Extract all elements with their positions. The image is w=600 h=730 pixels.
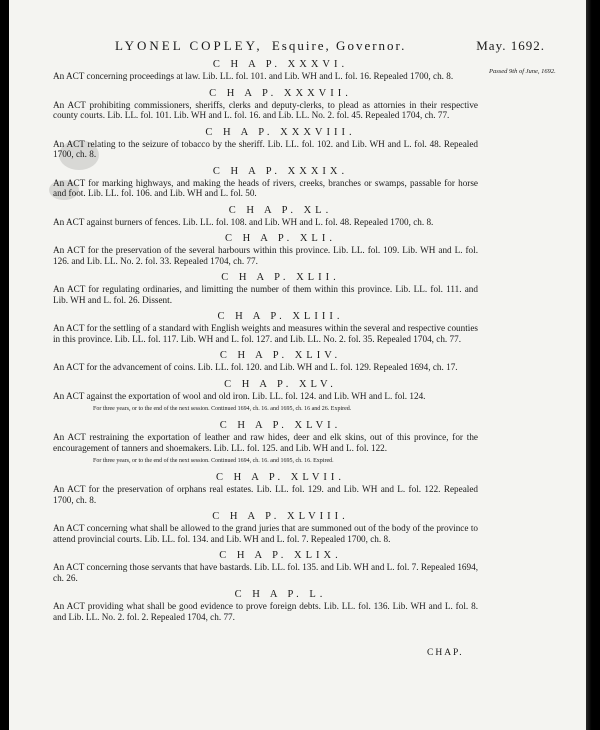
header-date: May. 1692. [476, 38, 545, 53]
chapter-heading: C H A P. XLVIII. [212, 511, 349, 522]
governor-title: Esquire, Governor. [271, 38, 407, 53]
act-text: An ACT against burners of fences. Lib. LL. fol. 108. and Lib. WH and L. fol. 48. Repealed 1700, ch. 8. [53, 216, 434, 227]
act-duration-note: For three years, or to the end of the next session. Continued 1694, ch. 16. and 1695, ch. 16 and 26. Expired. [93, 406, 352, 412]
act-duration-note: For three years, or to the end of the next session. Continued 1694, ch. 16. and 1695, ch. 16. Expired. [93, 458, 334, 464]
act-text: An ACT for the preservation of the several harbours within this province. Lib. LL. fol. 109. Lib. WH and L. fol. 126. and Lib. LL. No. 2. fol. 33. Repealed 1704, ch. 77. [53, 245, 478, 266]
act-text: An ACT providing what shall be good evidence to prove foreign debts. Lib. LL. fol. 136. Lib. WH and L. fol. 8. and Lib. LL. No. 2. fol. 2. Repealed 1704, ch. 77. [53, 601, 478, 622]
chapter-heading: C H A P. L. [234, 589, 327, 600]
chapter-heading: C H A P. XLIV. [219, 350, 342, 361]
act-text: An ACT for marking highways, and making the heads of rivers, creeks, branches or swamps, passable for horse and foot. Lib. LL. fol. 106. and Lib. WH and L. fol. 50. [53, 177, 478, 198]
acts-list [53, 58, 478, 628]
chapter-heading: C H A P. XXXVII. [209, 87, 352, 99]
scan-edge-right [586, 0, 600, 730]
chapter-heading: C H A P. XL. [228, 204, 333, 216]
act-text: An ACT for the preservation of orphans real estates. Lib. LL. fol. 129. and Lib. WH and L. fol. 122. Repealed 1700, ch. 8. [53, 484, 478, 505]
catchword: CHAP. [427, 648, 464, 658]
chapter-heading: C H A P. XLII. [221, 272, 340, 283]
chapter-heading: C H A P. XLV. [224, 378, 337, 390]
chapter-heading: C H A P. XLIX. [219, 550, 342, 561]
act-text: An ACT for the advancement of coins. Lib. LL. fol. 120. and Lib. WH and L. fol. 129. Repealed 1694, ch. 17. [53, 362, 458, 372]
chapter-heading: C H A P. XXXVI. [212, 59, 349, 70]
act-text: An ACT for the settling of a standard with English weights and measures within the several and respective counties in this province. Lib. LL. fol. 117. Lib. WH and L. fol. 127. and Lib. LL. No. 2. fol. 35. Repealed 1704, ch. 77. [53, 323, 478, 344]
chapter-heading: C H A P. XXXVIII. [205, 126, 356, 138]
act-text: An ACT for regulating ordinaries, and limitting the number of them within this province. Lib. LL. fol. 111. and Lib. WH and L. fol. 26. Dissent. [53, 284, 478, 305]
act-text: An ACT against the exportation of wool and old iron. Lib. LL. fol. 124. and Lib. WH and L. fol. 124. [53, 390, 426, 401]
page-header [115, 38, 545, 54]
act-text: An ACT relating to the seizure of tobacco by the sheriff. Lib. LL. fol. 102. and Lib. WH and L. fol. 48. Repealed 1700, ch. 8. [53, 138, 478, 159]
act-text: An ACT concerning what shall be allowed to the grand juries that are summoned out of the body of the province to attend provincial courts. Lib. LL. fol. 134. and Lib. WH and L. fol. 7. Repealed 1700, ch. 8. [53, 523, 478, 544]
chapter-heading: C H A P. XLVII. [215, 472, 346, 483]
act-text: An ACT concerning proceedings at law. Lib. LL. fol. 101. and Lib. WH and L. fol. 16. Repealed 1700, ch. 8. [53, 71, 454, 81]
act-text: An ACT prohibiting commissioners, sheriffs, clerks and deputy-clerks, to plead as attornies in their respective county courts. Lib. LL. fol. 101. Lib. WH and L. fol. 16. and Lib. LL. No. 2. fol. 45. Repealed 1704, ch. 77. [53, 99, 478, 120]
chapter-heading: C H A P. XLIII. [217, 311, 344, 322]
scan-edge-left [0, 0, 9, 730]
chapter-heading: C H A P. XXXIX. [212, 165, 349, 177]
chapter-heading: C H A P. XLI. [225, 233, 336, 244]
governor-name: LYONEL COPLEY, [115, 38, 263, 53]
act-text: An ACT concerning those servants that have bastards. Lib. LL. fol. 135. and Lib. WH and L. fol. 7. Repealed 1694, ch. 26. [53, 562, 478, 583]
book-page [9, 0, 586, 730]
act-text: An ACT restraining the exportation of leather and raw hides, deer and elk skins, out of this province, for the encouragement of tanners and shoemakers. Lib. LL. fol. 125. and Lib. WH and L. fol. 122. [53, 432, 478, 453]
chapter-heading: C H A P. XLVI. [219, 420, 342, 431]
margin-note: Passed 9th of June, 1692. [489, 68, 556, 75]
